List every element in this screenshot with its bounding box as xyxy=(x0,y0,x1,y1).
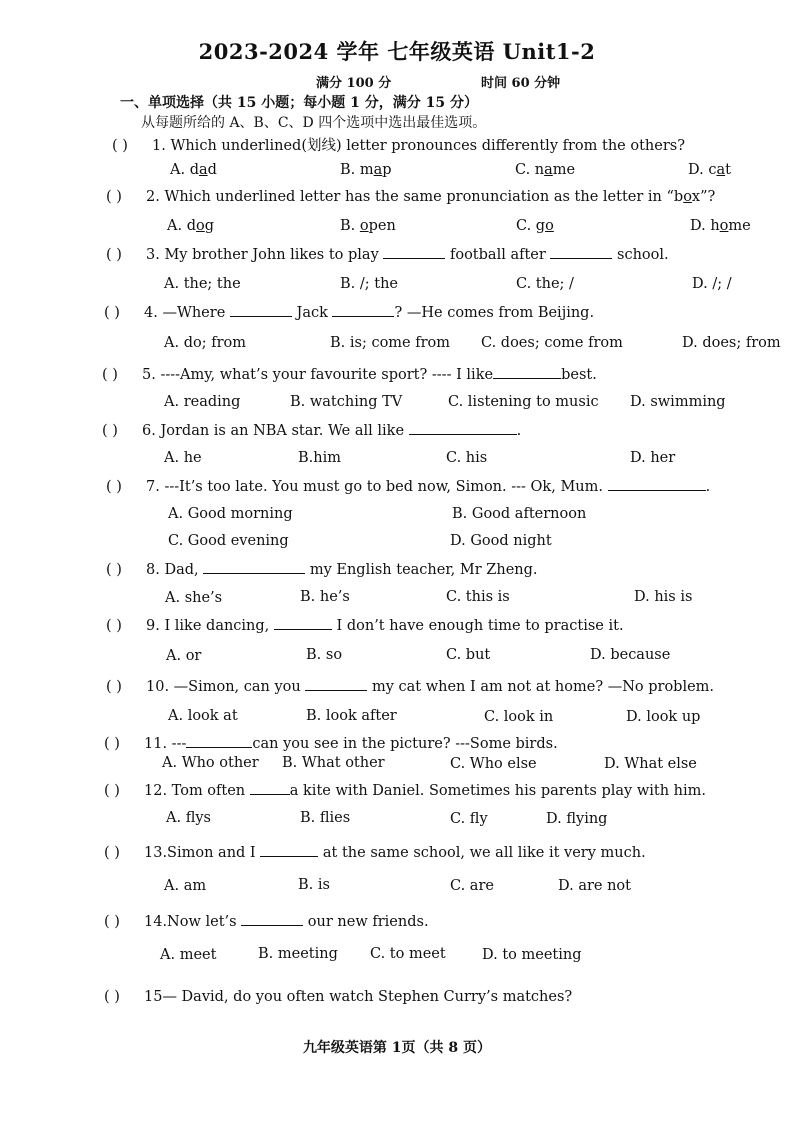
page-title: 2023-2024 学年 七年级英语 Unit1-2 xyxy=(198,39,596,64)
question-14: ( ) 14.Now let’s our new friends. xyxy=(104,914,429,930)
question-9: ( ) 9. I like dancing, I don’t have enough time to practise it. xyxy=(106,618,624,634)
option-a: A. meet xyxy=(160,947,217,963)
option-b: B. /; the xyxy=(340,276,398,292)
section-instruction: 从每题所给的 A、B、C、D 四个选项中选出最佳选项。 xyxy=(141,115,487,131)
option-c: C. his xyxy=(446,450,488,466)
option-b: B. so xyxy=(306,647,343,663)
option-c: C. are xyxy=(450,878,494,894)
option-b: B. is xyxy=(298,877,330,893)
option-d: D. her xyxy=(630,450,676,466)
full-score: 满分 100 分 xyxy=(316,76,392,91)
question-7: ( ) 7. ---It’s too late. You must go to bed now, Simon. --- Ok, Mum. . xyxy=(106,479,711,495)
section-heading: 一、单项选择（共 15 小题；每小题 1 分，满分 15 分） xyxy=(120,95,478,111)
question-10: ( ) 10. —Simon, can you my cat when I am not at home? —No problem. xyxy=(106,679,715,695)
question-8: ( ) 8. Dad, my English teacher, Mr Zheng. xyxy=(106,562,538,578)
option-c: C. to meet xyxy=(370,946,446,962)
time-limit: 时间 60 分钟 xyxy=(481,76,561,91)
option-a: A. dad xyxy=(170,162,217,178)
option-a: A. am xyxy=(164,878,207,894)
option-d: D. look up xyxy=(626,709,701,725)
question-4: ( ) 4. —Where Jack ? —He comes from Beijing. xyxy=(104,305,595,321)
page-footer: 九年级英语第 1页（共 8 页） xyxy=(302,1040,492,1056)
option-a: A. she’s xyxy=(165,590,223,606)
option-c: C. fly xyxy=(450,811,488,827)
option-c: C. listening to music xyxy=(448,394,599,410)
option-b: B. he’s xyxy=(300,589,350,605)
option-d: D. to meeting xyxy=(482,947,582,963)
option-a: A. the; the xyxy=(164,276,241,292)
option-d: D. are not xyxy=(558,878,631,894)
option-a: A. Good morning xyxy=(168,506,293,522)
question-2: ( ) 2. Which underlined letter has the same pronunciation as the letter in “box”? xyxy=(106,189,716,205)
option-b: B. map xyxy=(340,162,392,178)
question-text: 1. Which underlined(划线) letter pronounces differently from the others? xyxy=(152,138,685,154)
option-a: A. reading xyxy=(164,394,241,410)
option-c: C. does; come from xyxy=(481,335,623,351)
option-c: C. but xyxy=(446,647,491,663)
option-a: A. or xyxy=(166,648,202,664)
option-c: C. the; / xyxy=(516,276,574,292)
option-a: A. do; from xyxy=(164,335,246,351)
question-11: ( ) 11. --- can you see in the picture? ---Some birds. xyxy=(104,736,558,752)
option-d: D. does; from xyxy=(682,335,781,351)
option-a: A. dog xyxy=(167,218,215,234)
option-b: B. open xyxy=(340,218,396,234)
option-b: B. flies xyxy=(300,810,351,826)
option-c: C. go xyxy=(516,218,554,234)
option-d: D. What else xyxy=(604,756,697,772)
option-a: A. flys xyxy=(166,810,211,826)
option-b: B. Good afternoon xyxy=(452,506,587,522)
question-3: ( ) 3. My brother John likes to play football after school. xyxy=(106,247,669,263)
question-6: ( ) 6. Jordan is an NBA star. We all like . xyxy=(102,423,522,439)
option-a: A. he xyxy=(164,450,202,466)
option-c: C. Who else xyxy=(450,756,537,772)
option-b: B. watching TV xyxy=(290,394,403,410)
option-d: D. home xyxy=(690,218,751,234)
question-1 xyxy=(112,134,685,155)
option-b: B. meeting xyxy=(258,946,338,962)
option-d: D. cat xyxy=(688,162,731,178)
option-d: D. Good night xyxy=(450,533,552,549)
answer-paren: ( ) xyxy=(112,138,128,154)
option-c: C. look in xyxy=(484,709,554,725)
option-b: B. is; come from xyxy=(330,335,451,351)
question-12: ( ) 12. Tom often a kite with Daniel. Sometimes his parents play with him. xyxy=(104,783,707,799)
option-d: D. swimming xyxy=(630,394,726,410)
option-b: B. look after xyxy=(306,708,397,724)
option-b: B.him xyxy=(298,450,341,466)
option-d: D. his is xyxy=(634,589,693,605)
option-d: D. /; / xyxy=(692,276,732,292)
question-13: ( ) 13.Simon and I at the same school, we all like it very much. xyxy=(104,845,646,861)
answer-paren: ( ) xyxy=(106,189,122,205)
option-d: D. because xyxy=(590,647,671,663)
option-a: A. Who other xyxy=(162,755,259,771)
option-b: B. What other xyxy=(282,755,385,771)
option-d: D. flying xyxy=(546,811,608,827)
option-c: C. Good evening xyxy=(168,533,289,549)
option-c: C. name xyxy=(515,162,576,178)
option-a: A. look at xyxy=(168,708,238,724)
option-c: C. this is xyxy=(446,589,510,605)
question-15: ( ) 15— David, do you often watch Stephen Curry’s matches? xyxy=(104,989,573,1005)
question-5: ( ) 5. ----Amy, what’s your favourite sport? ---- I like best. xyxy=(102,367,597,383)
